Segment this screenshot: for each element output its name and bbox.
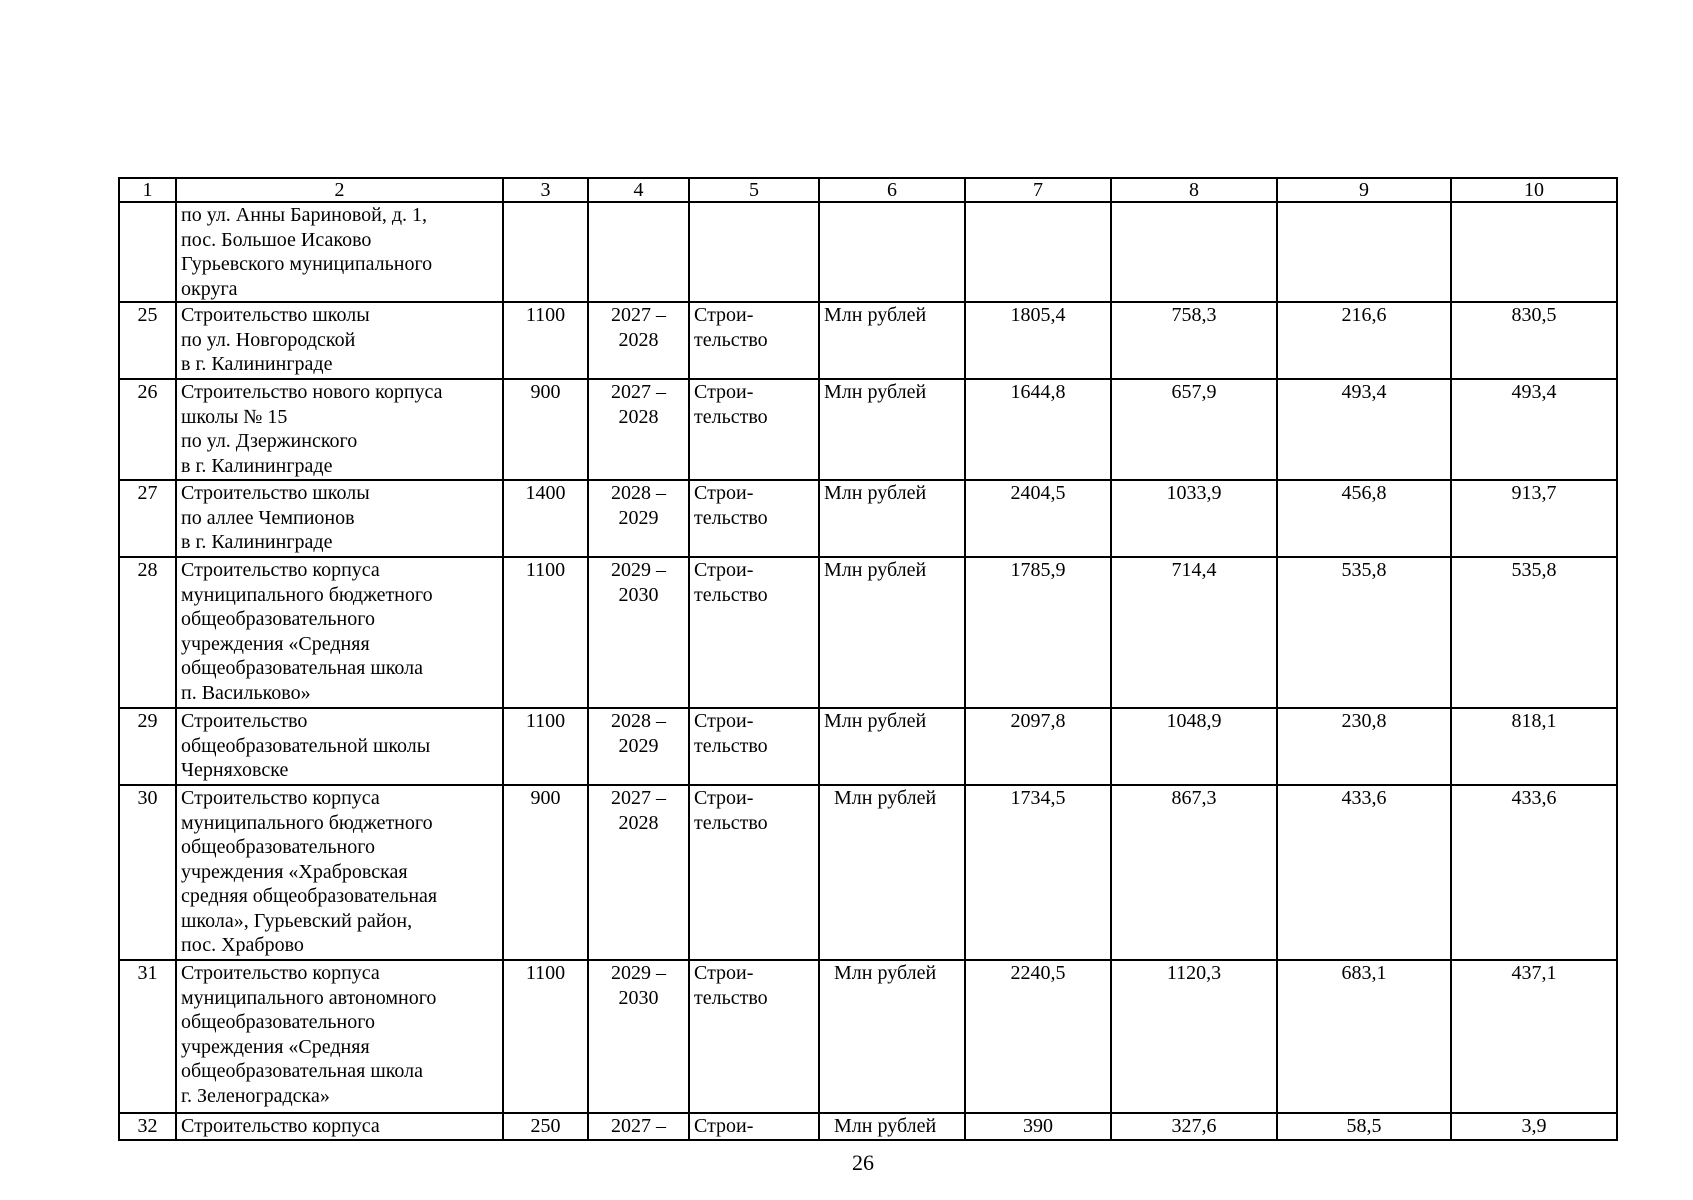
cell-line: 2028 [618, 405, 659, 428]
years [588, 480, 689, 557]
cell-line: школы № 15 [181, 405, 288, 428]
years [588, 1113, 689, 1140]
table-row [119, 708, 1617, 785]
row-number: 26 [119, 379, 176, 480]
object-name [176, 960, 503, 1113]
total-value: 1785,9 [965, 557, 1111, 708]
cell-line: 2027 – [611, 1115, 666, 1137]
header-cell-4: 4 [588, 178, 689, 202]
header-cell-5: 5 [689, 178, 819, 202]
object-name [176, 202, 503, 302]
value-col-8: 1048,9 [1111, 708, 1277, 785]
years [588, 960, 689, 1113]
table-row [119, 785, 1617, 960]
capacity: 1100 [503, 557, 588, 708]
value-col-9: 683,1 [1277, 960, 1451, 1113]
unit: Млн рублей [819, 785, 965, 960]
value-col-8 [1111, 202, 1277, 302]
cell-line: тельство [694, 405, 768, 428]
cell-line: муниципального бюджетного [181, 583, 433, 606]
object-name [176, 557, 503, 708]
cell-line: пос. Большое Исаково [181, 228, 372, 251]
header-cell-8: 8 [1111, 178, 1277, 202]
unit: Млн рублей [819, 708, 965, 785]
cell-line: Строительство нового корпуса [181, 381, 443, 403]
row-number: 29 [119, 708, 176, 785]
capacity: 250 [503, 1113, 588, 1140]
cell-line: тельство [694, 811, 768, 834]
unit: Млн рублей [819, 302, 965, 379]
cell-line: тельство [694, 328, 768, 351]
cell-line: тельство [694, 734, 768, 757]
years [588, 202, 689, 302]
cell-line: по ул. Анны Бариновой, д. 1, [181, 204, 428, 226]
document-sheet [118, 177, 1618, 1141]
row-number: 27 [119, 480, 176, 557]
capacity: 1100 [503, 708, 588, 785]
row-number: 25 [119, 302, 176, 379]
cell-line: Строи- [694, 381, 754, 403]
value-col-10: 830,5 [1451, 302, 1617, 379]
cell-line: общеобразовательная школа [181, 1060, 424, 1082]
years [588, 785, 689, 960]
object-name [176, 480, 503, 557]
unit: Млн рублей [819, 960, 965, 1113]
total-value: 2240,5 [965, 960, 1111, 1113]
cell-line: школа», Гурьевский район, [181, 909, 413, 932]
value-col-9 [1277, 202, 1451, 302]
cell-line: в г. Калининграде [181, 454, 333, 477]
total-value: 1805,4 [965, 302, 1111, 379]
cell-line: Черняховске [181, 759, 289, 781]
value-col-8: 1120,3 [1111, 960, 1277, 1113]
years [588, 557, 689, 708]
unit [819, 202, 965, 302]
cell-line: 2028 [618, 811, 659, 834]
work-type [689, 302, 819, 379]
table-row [119, 302, 1617, 379]
cell-line: в г. Калининграде [181, 531, 333, 553]
value-col-10: 818,1 [1451, 708, 1617, 785]
cell-line: средняя общеобразовательная [181, 885, 438, 907]
total-value: 390 [965, 1113, 1111, 1140]
value-col-9: 433,6 [1277, 785, 1451, 960]
cell-line: учреждения «Средняя [181, 1035, 370, 1058]
unit: Млн рублей [819, 379, 965, 480]
cell-line: 2027 – [611, 304, 666, 326]
objects-table [118, 177, 1618, 1141]
value-col-8: 867,3 [1111, 785, 1277, 960]
header-cell-6: 6 [819, 178, 965, 202]
table-row [119, 960, 1617, 1113]
total-value [965, 202, 1111, 302]
cell-line: по ул. Новгородской [181, 328, 356, 351]
value-col-10: 493,4 [1451, 379, 1617, 480]
capacity: 1400 [503, 480, 588, 557]
row-number: 28 [119, 557, 176, 708]
work-type [689, 379, 819, 480]
cell-line: учреждения «Храбровская [181, 860, 408, 883]
value-col-10: 3,9 [1451, 1113, 1617, 1140]
value-col-10 [1451, 202, 1617, 302]
work-type [689, 960, 819, 1113]
cell-line: муниципального автономного [181, 986, 437, 1009]
capacity: 1100 [503, 960, 588, 1113]
years [588, 708, 689, 785]
unit: Млн рублей [819, 1113, 965, 1140]
cell-line: округа [181, 277, 238, 300]
years [588, 302, 689, 379]
cell-line: Строи- [694, 559, 754, 581]
capacity: 1100 [503, 302, 588, 379]
object-name [176, 302, 503, 379]
cell-line: Строи- [694, 787, 754, 809]
unit: Млн рублей [819, 557, 965, 708]
cell-line: Строи- [694, 710, 754, 732]
work-type [689, 708, 819, 785]
work-type [689, 202, 819, 302]
row-number: 30 [119, 785, 176, 960]
header-cell-1: 1 [119, 178, 176, 202]
cell-line: Гурьевского муниципального [181, 253, 433, 275]
row-number: 32 [119, 1113, 176, 1140]
cell-line: 2028 – [611, 710, 666, 732]
work-type [689, 1113, 819, 1140]
cell-line: тельство [694, 506, 768, 529]
cell-line: 2028 – [611, 482, 666, 504]
header-cell-2: 2 [176, 178, 503, 202]
cell-line: Строи- [694, 962, 754, 984]
table-row [119, 1113, 1617, 1140]
cell-line: Строительство школы [181, 304, 370, 326]
value-col-8: 1033,9 [1111, 480, 1277, 557]
capacity: 900 [503, 785, 588, 960]
cell-line: Строительство корпуса [181, 962, 380, 984]
value-col-10: 535,8 [1451, 557, 1617, 708]
row-number [119, 202, 176, 302]
table-row [119, 480, 1617, 557]
cell-line: 2029 – [611, 559, 666, 581]
page-number: 26 [852, 1150, 874, 1175]
header-cell-9: 9 [1277, 178, 1451, 202]
years [588, 379, 689, 480]
cell-line: Строительство [181, 710, 308, 732]
value-col-9: 216,6 [1277, 302, 1451, 379]
cell-line: г. Зеленоградска» [181, 1084, 330, 1107]
cell-line: Строительство корпуса [181, 559, 380, 581]
cell-line: 2028 [618, 328, 659, 351]
capacity: 900 [503, 379, 588, 480]
value-col-10: 433,6 [1451, 785, 1617, 960]
cell-line: в г. Калининграде [181, 353, 333, 375]
cell-line: муниципального бюджетного [181, 811, 433, 834]
value-col-9: 230,8 [1277, 708, 1451, 785]
work-type [689, 557, 819, 708]
value-col-9: 456,8 [1277, 480, 1451, 557]
cell-line: Строительство корпуса [181, 787, 380, 809]
table-row [119, 557, 1617, 708]
cell-line: 2030 [618, 986, 659, 1009]
value-col-10: 913,7 [1451, 480, 1617, 557]
cell-line: Строи- [694, 482, 754, 504]
header-cell-3: 3 [503, 178, 588, 202]
object-name [176, 379, 503, 480]
cell-line: тельство [694, 583, 768, 606]
capacity [503, 202, 588, 302]
cell-line: Строи- [694, 1115, 754, 1137]
cell-line: 2027 – [611, 787, 666, 809]
work-type [689, 480, 819, 557]
cell-line: общеобразовательного [181, 608, 375, 630]
value-col-8: 657,9 [1111, 379, 1277, 480]
header-cell-7: 7 [965, 178, 1111, 202]
value-col-9: 493,4 [1277, 379, 1451, 480]
cell-line: по аллее Чемпионов [181, 506, 355, 529]
header-cell-10: 10 [1451, 178, 1617, 202]
work-type [689, 785, 819, 960]
value-col-8: 758,3 [1111, 302, 1277, 379]
cell-line: общеобразовательного [181, 836, 375, 858]
object-name [176, 1113, 503, 1140]
total-value: 2404,5 [965, 480, 1111, 557]
table-body [119, 178, 1617, 1140]
row-number: 31 [119, 960, 176, 1113]
value-col-8: 714,4 [1111, 557, 1277, 708]
cell-line: 2030 [618, 583, 659, 606]
table-row [119, 202, 1617, 302]
total-value: 1734,5 [965, 785, 1111, 960]
total-value: 1644,8 [965, 379, 1111, 480]
total-value: 2097,8 [965, 708, 1111, 785]
object-name [176, 708, 503, 785]
cell-line: 2029 [618, 506, 659, 529]
cell-line: общеобразовательной школы [181, 734, 431, 757]
cell-line: Строительство школы [181, 482, 370, 504]
cell-line: п. Васильково» [181, 681, 311, 704]
cell-line: Строительство корпуса [181, 1115, 380, 1137]
cell-line: по ул. Дзержинского [181, 430, 358, 452]
cell-line: учреждения «Средняя [181, 632, 370, 655]
value-col-9: 535,8 [1277, 557, 1451, 708]
value-col-8: 327,6 [1111, 1113, 1277, 1140]
unit: Млн рублей [819, 480, 965, 557]
cell-line: пос. Храброво [181, 934, 304, 956]
cell-line: общеобразовательная школа [181, 657, 424, 679]
table-row [119, 379, 1617, 480]
column-number-row [119, 178, 1617, 202]
value-col-9: 58,5 [1277, 1113, 1451, 1140]
cell-line: 2029 [618, 734, 659, 757]
cell-line: Строи- [694, 304, 754, 326]
cell-line: тельство [694, 986, 768, 1009]
cell-line: общеобразовательного [181, 1011, 375, 1033]
cell-line: 2027 – [611, 381, 666, 403]
cell-line: 2029 – [611, 962, 666, 984]
value-col-10: 437,1 [1451, 960, 1617, 1113]
object-name [176, 785, 503, 960]
